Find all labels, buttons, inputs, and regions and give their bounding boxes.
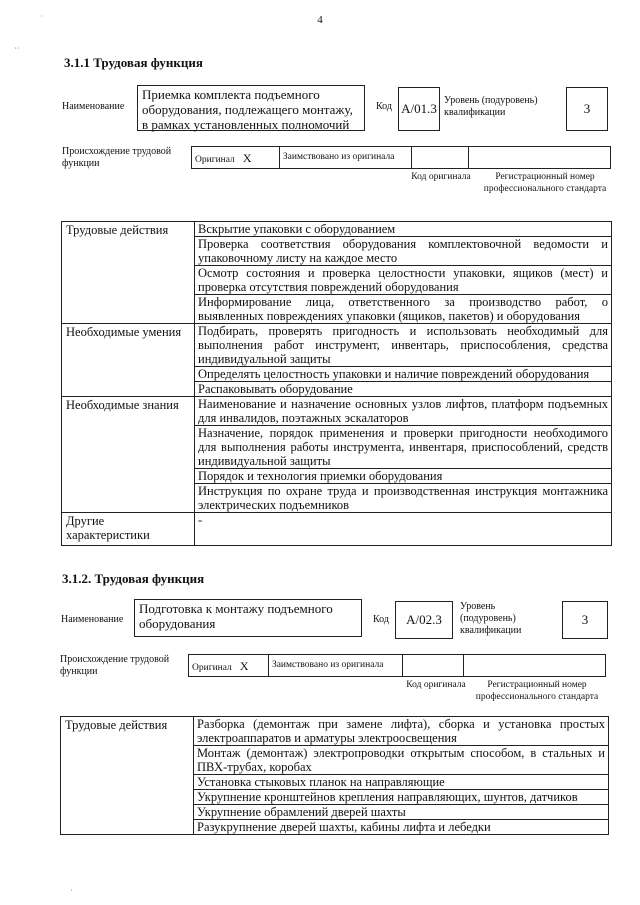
page-number: 4 [317, 14, 323, 26]
section-heading: 3.1.1 Трудовая функция [64, 55, 203, 70]
section-heading: 3.1.2. Трудовая функция [62, 571, 205, 586]
original-cell: Оригинал X [189, 655, 269, 677]
table-row: Информирование лица, ответственного за производство работ, о выявленных повреждениях упаковки (ящиков, пакетов) и оборудования [195, 295, 612, 324]
table-row: Установка стыковых планок на направляющие [194, 775, 609, 790]
scan-mark: ˙ [70, 888, 73, 898]
original-cell: Оригинал X [192, 147, 280, 169]
borrowed-cell: Заимствовано из оригинала [279, 147, 411, 169]
labor-function-table [60, 716, 609, 835]
table-row: Порядок и технология приемки оборудования [195, 469, 612, 484]
table-row: Разборка (демонтаж при замене лифта), сборка и установка простых электроаппаратов и арматуры электроосвещения [194, 717, 609, 746]
code-original-cell [402, 655, 464, 677]
table-row: Укрупнение обрамлений дверей шахты [194, 805, 609, 820]
scan-mark: ˙ [40, 14, 43, 24]
function-name: Приемка комплекта подъемного оборудования, подлежащего монтажу, в рамках установленных полномочий [137, 85, 365, 131]
level-value: 3 [566, 87, 608, 131]
reg-number-caption: Регистрационный номер профессионального стандарта [475, 680, 599, 702]
function-name: Подготовка к монтажу подъемного оборудования [134, 599, 362, 637]
origin-label: Происхождение трудовой функции [62, 146, 172, 169]
function-code: А/02.3 [395, 601, 453, 639]
code-label: Код [376, 101, 392, 112]
table-row: Назначение, порядок применения и проверки пригодности необходимого для выполнения работы инструмента, инвентаря, приспособлений, средств индивидуальной защиты [195, 426, 612, 469]
origin-table [188, 654, 606, 677]
table-row: Инструкция по охране труда и производственная инструкция монтажника электрических подъемников [195, 484, 612, 513]
original-mark: X [239, 658, 249, 673]
table-row: Вскрытие упаковки с оборудованием [195, 222, 612, 237]
table-row: Определять целостность упаковки и наличие повреждений оборудования [195, 367, 612, 382]
name-label: Наименование [62, 101, 125, 112]
table-row: Разукрупнение дверей шахты, кабины лифта и лебедки [194, 820, 609, 835]
reg-number-cell [469, 147, 611, 169]
labor-function-table [61, 221, 612, 546]
table-row: Наименование и назначение основных узлов лифтов, платформ подъемных для инвалидов, поэтажных эскалаторов [195, 397, 612, 426]
code-original-caption: Код оригинала [411, 172, 471, 182]
table-row: Подбирать, проверять пригодность и использовать необходимый для выполнения работ инструмент, инвентарь, приспособления, средства индивидуальной защиты [195, 324, 612, 367]
reg-number-cell [464, 655, 606, 677]
level-label: Уровень (подуровень) квалификации [460, 601, 522, 636]
scan-mark: ˋ˙ [14, 46, 20, 56]
category-cell: Трудовые действия [62, 222, 195, 324]
reg-number-caption: Регистрационный номер профессионального стандарта [483, 172, 607, 194]
function-code: А/01.3 [398, 87, 440, 131]
name-label: Наименование [61, 614, 124, 625]
table-row: Укрупнение кронштейнов крепления направляющих, шунтов, датчиков [194, 790, 609, 805]
origin-table [191, 146, 611, 169]
table-row: Монтаж (демонтаж) электропроводки открытым способом, в стальных и ПВХ-трубах, коробах [194, 746, 609, 775]
level-label: Уровень (подуровень) квалификации [444, 95, 538, 118]
code-original-cell [411, 147, 469, 169]
code-label: Код [373, 614, 389, 625]
original-mark: X [242, 150, 252, 165]
category-cell: Трудовые действия [61, 717, 194, 835]
table-row: Осмотр состояния и проверка целостности упаковки, ящиков (мест) и проверка отсутствия повреждений оборудования [195, 266, 612, 295]
table-row: Проверка соответствия оборудования комплектовочной ведомости и упаковочному листу на каждое место [195, 237, 612, 266]
table-row: - [195, 513, 612, 546]
category-cell: Другие характеристики [62, 513, 195, 546]
borrowed-cell: Заимствовано из оригинала [268, 655, 402, 677]
table-row: Распаковывать оборудование [195, 382, 612, 397]
origin-label: Происхождение трудовой функции [60, 654, 170, 677]
code-original-caption: Код оригинала [406, 680, 466, 690]
level-value: 3 [562, 601, 608, 639]
category-cell: Необходимые умения [62, 324, 195, 397]
category-cell: Необходимые знания [62, 397, 195, 513]
